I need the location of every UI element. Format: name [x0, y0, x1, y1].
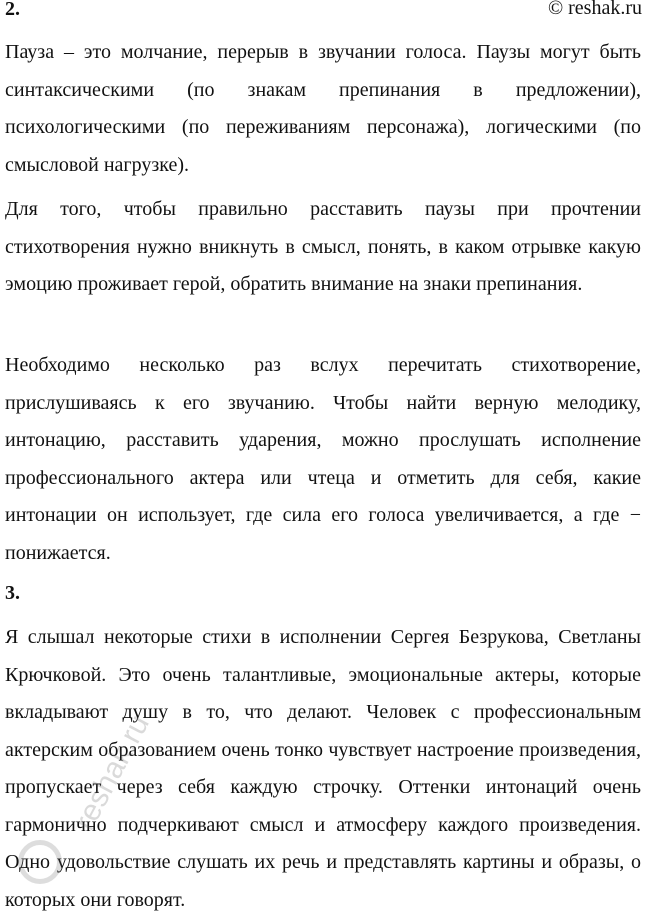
task-number-3: 3.	[5, 582, 20, 604]
answer-paragraph: Необходимо несколько раз вслух перечитать стихотворение, прислушиваясь к его звучанию. Чтобы найти верную мелодику, интонацию, расставить ударения, можно прослушать исполнение профессионального актера или чтеца и отметить для себя, какие интонации он использует, где сила его голоса увеличивается, а где − понижается.	[5, 354, 641, 564]
answer-paragraph: Я слышал некоторые стихи в исполнении Сергея Безрукова, Светланы Крючковой. Это очень талантливые, эмоциональные актеры, которые вкладывают душу в то, что делают. Человек с профессиональным актерским образованием очень тонко чувствует настроение произведения, пропускает через себя каждую строчку. Оттенки интонаций очень гармонично подчеркивают смысл и атмосферу каждого произведения. Одно удовольствие слушать их речь и представлять картины и образы, о которых они говорят.	[5, 626, 641, 911]
answer-paragraph: Пауза – это молчание, перерыв в звучании голоса. Паузы могут быть синтаксическими (по знакам препинания в предложении), психологическими (по переживаниям персонажа), логическими (по смысловой нагрузке).	[5, 41, 641, 176]
page-header	[5, 0, 642, 24]
copyright-label: © reshak.ru	[547, 0, 642, 19]
task-number-2: 2.	[5, 0, 20, 20]
answer-paragraph: Для того, чтобы правильно расставить паузы при прочтении стихотворения нужно вникнуть в смысл, понять, в каком отрывке какую эмоцию проживает герой, обратить внимание на знаки препинания.	[5, 198, 641, 295]
watermark-text: reshak.ru	[68, 709, 156, 836]
